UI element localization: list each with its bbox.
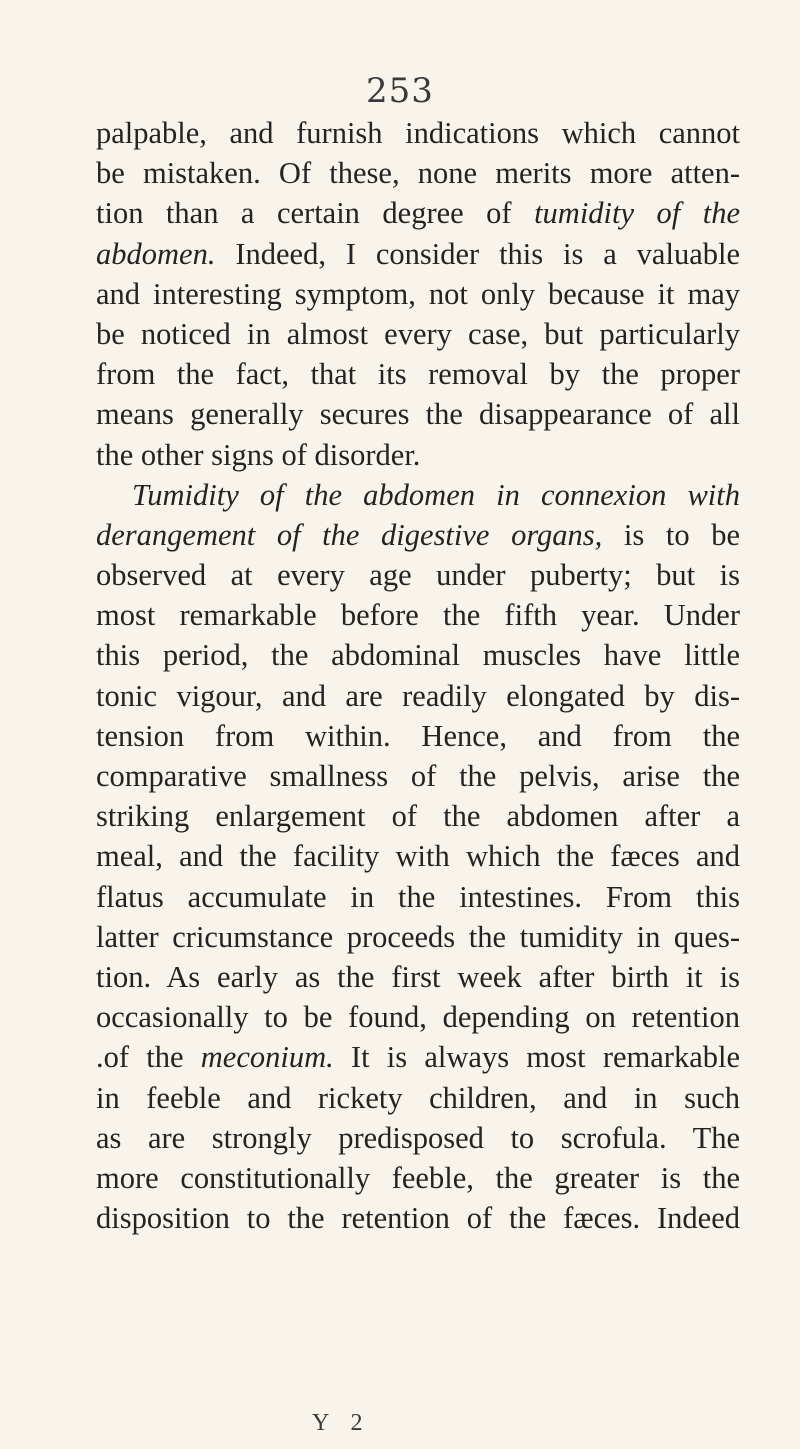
text-line: this period, the abdominal muscles have little bbox=[96, 638, 740, 673]
italic-phrase: meconium. bbox=[200, 1040, 334, 1075]
text-line bbox=[96, 1037, 740, 1077]
text-line: striking enlargement of the abdomen after a bbox=[96, 799, 740, 834]
text-line: tension from within. Hence, and from the bbox=[96, 718, 740, 753]
text-line bbox=[96, 193, 740, 233]
text-line: meal, and the facility with which the fæces and bbox=[96, 839, 740, 874]
italic-phrase: abdomen. bbox=[96, 236, 216, 271]
text-segment: is to be bbox=[602, 517, 741, 552]
text-line: most remarkable before the fifth year. Under bbox=[96, 598, 740, 633]
page-number: 253 bbox=[366, 71, 434, 111]
italic-phrase: Tumidity of the abdomen in connexion with bbox=[132, 477, 740, 512]
text-line: be mistaken. Of these, none merits more atten- bbox=[96, 156, 740, 191]
text-line: more constitutionally feeble, the greater is the bbox=[96, 1160, 740, 1195]
text-segment: Indeed, I consider this is a valuable bbox=[215, 236, 740, 271]
text-segment: It is always most remarkable bbox=[333, 1040, 740, 1075]
text-line: tion. As early as the first week after birth it is bbox=[96, 959, 740, 994]
body-text bbox=[96, 113, 740, 1238]
text-line: palpable, and furnish indications which cannot bbox=[96, 116, 740, 150]
italic-phrase: derangement of the digestive organs, bbox=[96, 517, 603, 552]
text-line: occasionally to be found, depending on retention bbox=[96, 1000, 740, 1035]
text-line: comparative smallness of the pelvis, arise the bbox=[96, 759, 740, 793]
text-line: latter cricumstance proceeds the tumidity in ques- bbox=[96, 919, 740, 954]
italic-phrase: tumidity of the bbox=[534, 196, 740, 231]
text-line: be noticed in almost every case, but particularly bbox=[96, 316, 740, 351]
text-line: tonic vigour, and are readily elongated by dis- bbox=[96, 678, 740, 713]
text-line: flatus accumulate in the intestines. From this bbox=[96, 879, 740, 914]
text-line: the other signs of disorder. bbox=[96, 437, 421, 472]
text-line: observed at every age under puberty; but is bbox=[96, 558, 740, 593]
text-segment: tion than a certain degree of bbox=[96, 196, 535, 231]
text-line: as are strongly predisposed to scrofula. The bbox=[96, 1120, 740, 1155]
text-line bbox=[96, 234, 740, 274]
text-line: from the fact, that its removal by the proper bbox=[96, 357, 740, 392]
text-line: disposition to the retention of the fæces. Indeed bbox=[96, 1201, 740, 1236]
text-segment: .of the bbox=[96, 1040, 201, 1075]
text-line: in feeble and rickety children, and in such bbox=[96, 1080, 740, 1115]
text-line: and interesting symptom, not only because it may bbox=[96, 276, 740, 311]
signature-mark: Y 2 bbox=[312, 1410, 371, 1436]
text-line bbox=[96, 475, 740, 515]
text-line bbox=[96, 515, 740, 555]
text-line: means generally secures the disappearance of all bbox=[96, 397, 740, 432]
